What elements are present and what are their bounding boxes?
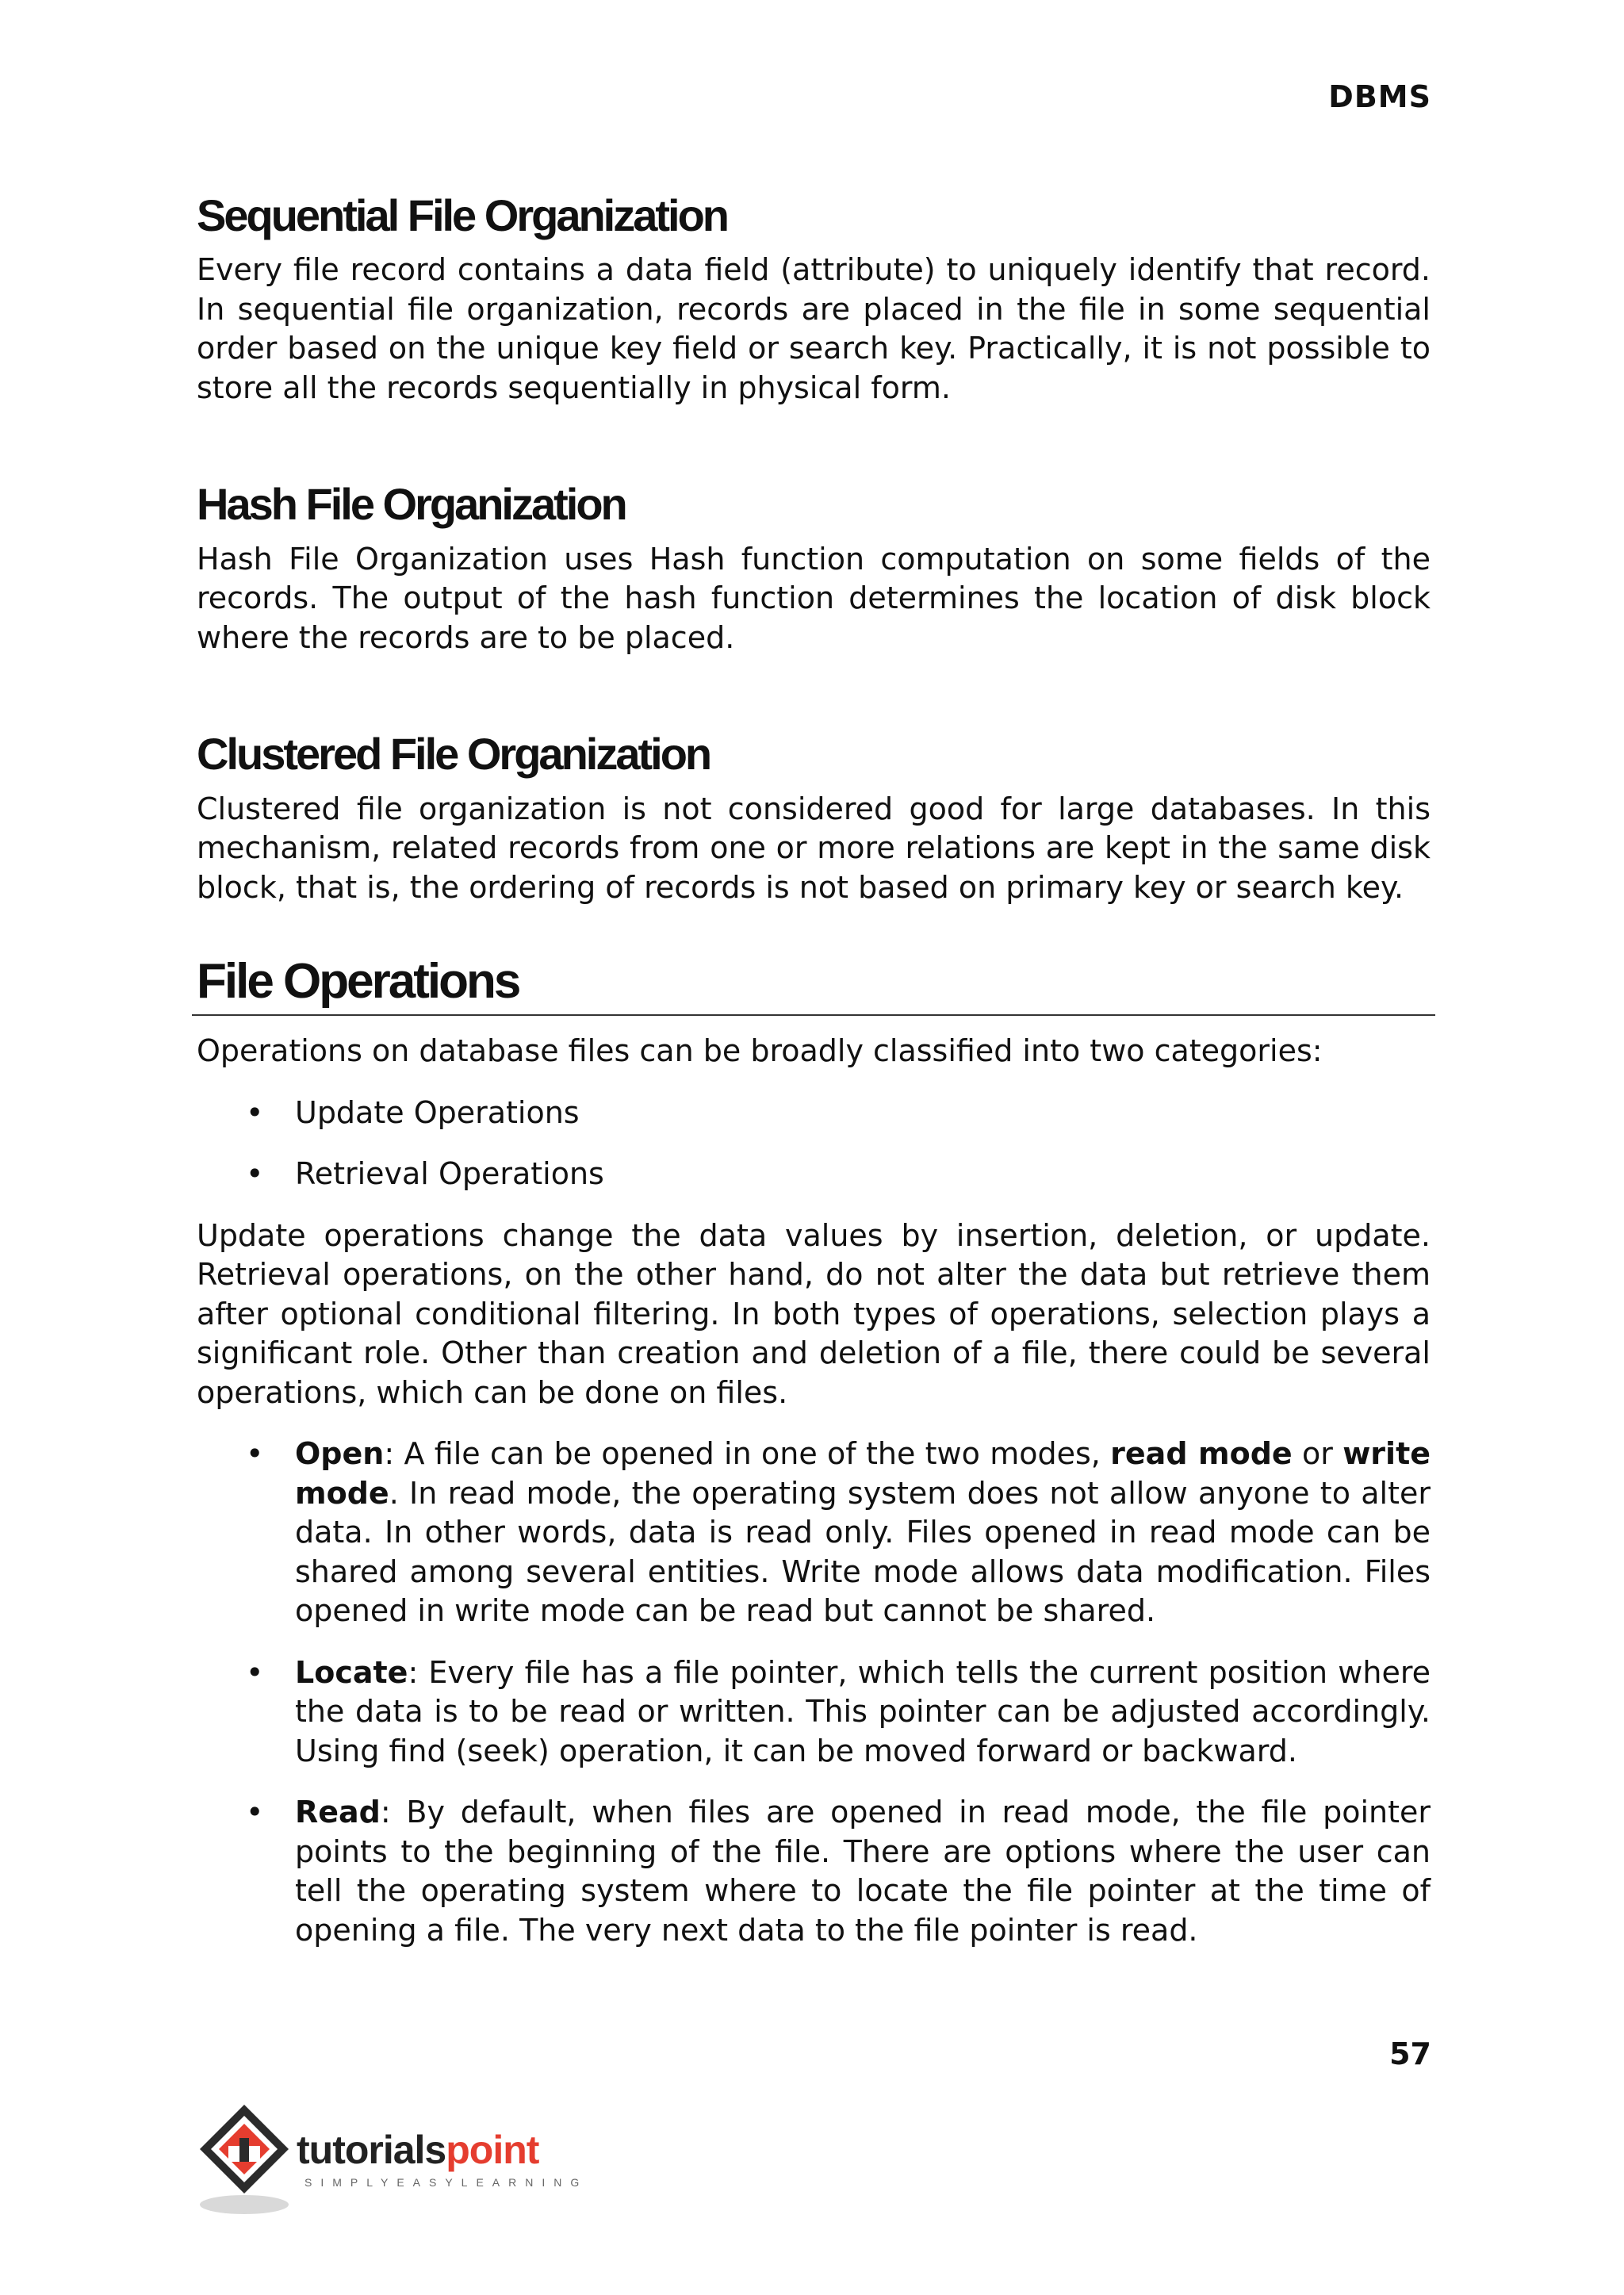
heading-hash: Hash File Organization — [197, 479, 626, 530]
heading-file-operations: File Operations — [192, 953, 1435, 1016]
bullet-icon: • — [246, 1795, 264, 1830]
para-ops-detail: Update operations change the data values by insertion, deletion, or update. Retrieval operations, on the other hand, do not alter the data but retrieve them after optional conditional filtering. In both types of operations, selection plays a significant role. Other than creation and deletion of a file, there could be several operations, which can be done on files. — [197, 1217, 1431, 1410]
logo-part-2: point — [446, 2128, 539, 2172]
bullet-icon: • — [246, 1094, 264, 1130]
term-locate: Locate — [295, 1654, 408, 1690]
header-title: DBMS — [1328, 79, 1431, 114]
category-label: Update Operations — [295, 1094, 580, 1130]
bullet-icon: • — [246, 1156, 264, 1192]
logo-wordmark — [297, 2130, 538, 2170]
list-item — [197, 1094, 1431, 1133]
heading-clustered: Clustered File Organization — [197, 729, 710, 780]
open-text-1: : A file can be opened in one of the two modes, — [384, 1436, 1111, 1472]
locate-text: : Every file has a file pointer, which tells the current position where the data is to be read or written. This pointer can be adjusted accordingly. Using find (seek) operation, it can be moved forward or backward. — [295, 1654, 1431, 1768]
logo-tagline: SIMPLYEASYLEARNING — [304, 2176, 588, 2189]
read-text: : By default, when files are opened in read mode, the file pointer points to the beginning of the file. There are options where the user can tell the operating system where to locate the file pointer at the time of opening a file. The very next data to the file pointer is read. — [295, 1795, 1431, 1948]
logo-mark-icon — [195, 2100, 298, 2219]
tutorialspoint-logo — [195, 2100, 588, 2219]
list-item — [197, 1155, 1431, 1194]
category-label: Retrieval Operations — [295, 1156, 604, 1192]
heading-sequential: Sequential File Organization — [197, 190, 727, 240]
para-clustered: Clustered file organization is not considered good for large databases. In this mechanism, related records from one or more relations are kept in the same disk block, that is, the ordering of records is not based on primary key or search key. — [197, 791, 1431, 905]
operations-list — [197, 1435, 1431, 1950]
term-open: Open — [295, 1436, 385, 1472]
para-ops-intro: Operations on database files can be broadly classified into two categories: — [197, 1033, 1323, 1069]
para-hash: Hash File Organization uses Hash function computation on some fields of the records. The output of the hash function determines the location of disk block where the records are to be placed. — [197, 541, 1431, 655]
page-number: 57 — [1389, 2036, 1431, 2071]
open-text-2: or — [1292, 1436, 1343, 1472]
open-text-3: . In read mode, the operating system does not allow anyone to alter data. In other words, data is read only. Files opened in read mode can be shared among several entities. Write mode allows data modification. Files opened in write mode can be read but cannot be shared. — [295, 1475, 1431, 1629]
para-sequential: Every file record contains a data field (attribute) to uniquely identify that record. In sequential file organization, records are placed in the file in some sequential order based on the unique key field or search key. Practically, it is not possible to store all the records sequentially in physical form. — [197, 252, 1431, 405]
list-item-locate — [197, 1653, 1431, 1772]
list-item-read — [197, 1793, 1431, 1950]
bullet-icon: • — [246, 1654, 264, 1690]
term-read: Read — [295, 1795, 381, 1830]
term-write-mode: write mode — [295, 1436, 1431, 1511]
category-list — [197, 1094, 1431, 1194]
term-read-mode: read mode — [1110, 1436, 1293, 1472]
bullet-icon: • — [246, 1436, 264, 1472]
page-content — [197, 190, 1431, 1972]
logo-part-1: tutorials — [297, 2128, 446, 2172]
list-item-open — [197, 1435, 1431, 1631]
